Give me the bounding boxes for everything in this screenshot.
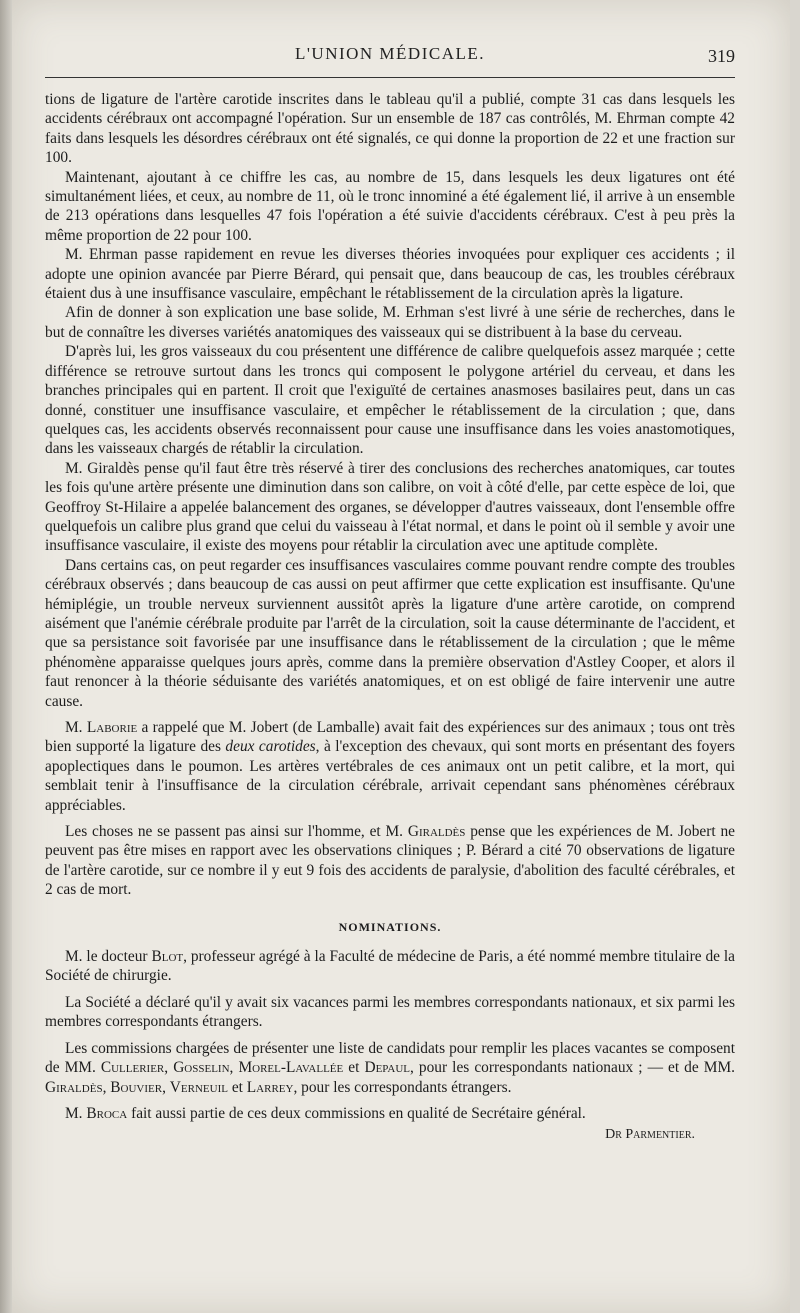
paragraph: Afin de donner à son explication une base solide, M. Erhman s'est livré à une série de recherches, dans le but de connaître les diverses variétés anatomiques des vaisseaux qui se distribuent à la base du cerveau.	[45, 304, 735, 341]
nomination-paragraph: La Société a déclaré qu'il y avait six vacances parmi les membres correspondants nationaux, et six parmi les membres correspondants étrangers.	[45, 993, 735, 1031]
paragraph-giraldes: Les choses ne se passent pas ainsi sur l'homme, et M. Giraldès pense que les expériences de M. Jobert ne peuvent pas être mises en rapport avec les observations cliniques ; P. Bérard a cité 70 observations de ligature de l'artère carotide, sur ce nombre il y eut 9 fois des accidents de paralysie, d'abolition des faculté cérébrales, et 2 cas de mort.	[45, 823, 735, 899]
running-title: L'UNION MÉDICALE.	[294, 44, 486, 63]
nomination-paragraph: M. Broca fait aussi partie de ces deux commissions en qualité de Secrétaire général.	[65, 1104, 586, 1122]
paragraph: Maintenant, ajoutant à ce chiffre les cas, au nombre de 15, dans lesquels les deux ligatures ont été simultanément liées, et ceux, au nombre de 11, où le tronc innominé a été également lié, il arrive à un ensemble de 213 opérations dans lesquelles 47 fois l'opération a été suivie d'accidents cérébraux. C'est à peu près la même proportion de 22 pour 100.	[45, 168, 735, 244]
paragraph: M. Giraldès pense qu'il faut être très réservé à tirer des conclusions des recherches anatomiques, car toutes les fois qu'une artère présente une diminution dans son calibre, on voit à côté d'elle, par cette espèce de loi, que Geoffroy St-Hilaire a appelée balancement des organes, se développer d'autres vaisseaux, dont l'ensemble offre quelquefois un calibre plus grand que celui du vaisseau à l'état normal, et dans le point où il semble y avoir une insuffisance vasculaire, il existe des moyens pour rétablir la circulation avec une aptitude complète.	[45, 459, 735, 555]
nomination-paragraph: M. le docteur Blot, professeur agrégé à la Faculté de médecine de Paris, a été nommé membre titulaire de la Société de chirurgie.	[45, 948, 735, 985]
author-signature: Dr Parmentier.	[605, 1127, 695, 1143]
speaker-name: Laborie	[86, 719, 138, 736]
page-number: 319	[708, 46, 735, 66]
nomination-paragraph: Les commissions chargées de présenter une liste de candidats pour remplir les places vacantes se composent de MM. Cullerier, Gosselin, Morel-Lavallée et Depaul, pour les correspondants nationaux ; — et de MM. Giraldès, Bouvier, Verneuil et Larrey, pour les correspondants étrangers.	[45, 1039, 735, 1096]
paragraph: tions de ligature de l'artère carotide inscrites dans le tableau qu'il a publié, compte 31 cas dans lesquels les accidents cérébraux ont accompagné l'opération. Sur un ensemble de 187 cas contrôlés, M. Ehrman compte 42 faits dans lesquels les désordres cérébraux ont été signalés, ce qui donne la proportion de 22 et une fraction sur 100.	[45, 91, 735, 167]
header-rule	[45, 77, 735, 78]
speaker-name: Giraldès	[407, 823, 466, 841]
paragraph: Dans certains cas, on peut regarder ces insuffisances vasculaires comme pouvant rendre compte des troubles cérébraux observés ; dans beaucoup de cas aussi on peut affirmer que cette explication est insuffisante. Qu'une hémiplégie, un trouble nerveux surviennent aussitôt après la ligature d'une artère carotide, on comprend aisément que l'anémie cérébrale produite par l'arrêt de la circulation, soit la cause déterminante de l'accident, et que sa persistance soit favorisée par une insuffisance dans le rétablissement de la circulation ; que le même phénomène apparaisse quelques jours après, comme dans la première observation d'Astley Cooper, et alors il faut renoncer à la théorie séduisante des variétés anatomiques, et on est obligé de faire intervenir une autre cause.	[45, 556, 735, 710]
page-header	[45, 44, 735, 74]
paragraph: M. Ehrman passe rapidement en revue les diverses théories invoquées pour expliquer ces accidents ; il adopte une opinion avancée par Pierre Bérard, qui pensait que, dans beaucoup de cas, les troubles cérébraux étaient dus à une insuffisance vasculaire, empêchant le rétablissement de la circulation après la ligature.	[45, 246, 735, 303]
paragraph-laborie: M. Laborie a rappelé que M. Jobert (de Lamballe) avait fait des expériences sur des animaux ; tous ont très bien supporté la ligature des deux carotides, à l'exception des chevaux, qui sont morts en présentant des foyers apoplectiques dans le poumon. Les artères vertébrales de ces animaux ont un petit calibre, et la mort, qui semblait tenir à l'insuffisance de la circulation cérébrale, arrivait cependant sans phénomènes cérébraux appréciables.	[45, 719, 735, 814]
section-title: NOMINATIONS.	[338, 919, 442, 934]
paragraph: D'après lui, les gros vaisseaux du cou présentent une différence de calibre quelquefois assez marquée ; cette différence se retrouve surtout dans les troncs qui composent le polygone artériel du cerveau, et dans les branches principales qui en partent. Il croit que l'exiguïté de certaines anasmoses basilaires peut, dans un cas donné, constituer une insuffisance vasculaire, et empêcher le rétablissement de la circulation ; que, dans quelques cas, les accidents observés reconnaissent pour cause une insuffisance dans les voies anastomotiques, dans les vaisseaux chargés de rétablir la circulation.	[45, 343, 735, 458]
article-body	[45, 90, 735, 1145]
